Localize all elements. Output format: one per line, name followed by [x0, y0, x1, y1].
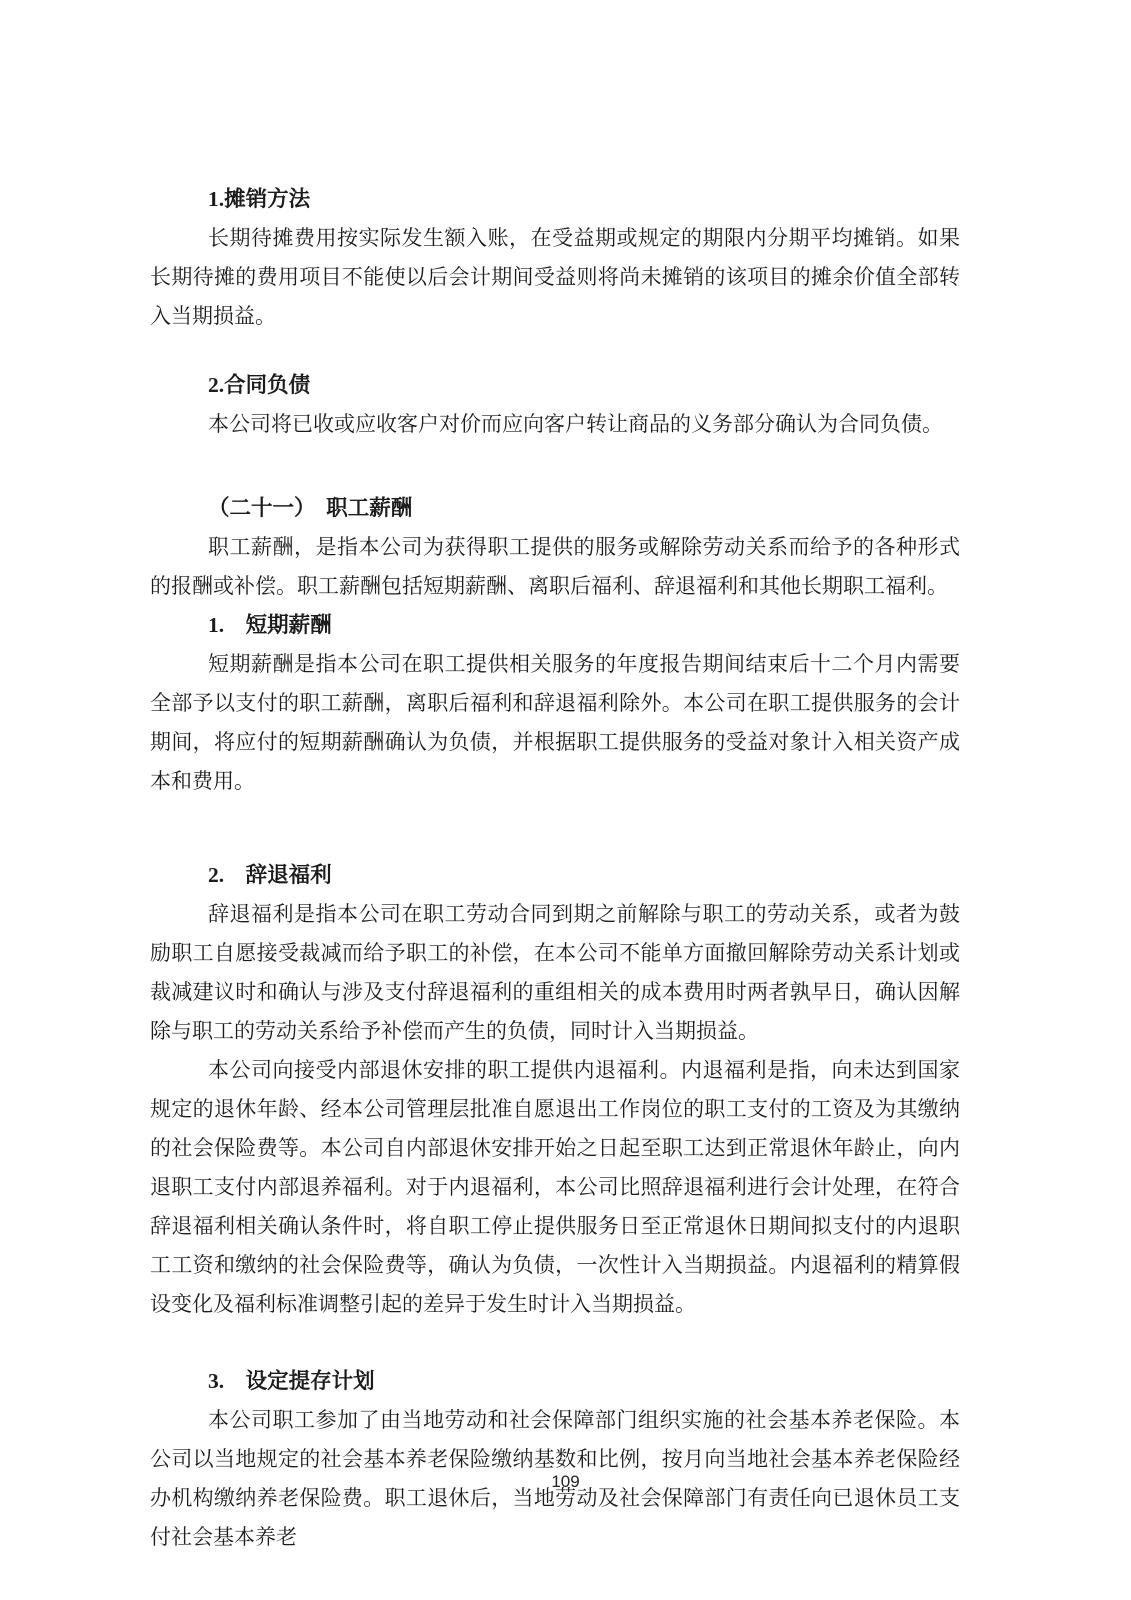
- heading-termination-benefits: 2. 辞退福利: [208, 863, 332, 887]
- para-employee-compensation-intro: 职工薪酬，是指本公司为获得职工提供的服务或解除劳动关系而给予的各种形式的报酬或补偿。职工薪酬包括短期薪酬、离职后福利、辞退福利和其他长期职工福利。: [150, 535, 960, 598]
- para-short-term-compensation: 短期薪酬是指本公司在职工提供相关服务的年度报告期间结束后十二个月内需要全部予以支付的职工薪酬，离职后福利和辞退福利除外。本公司在职工提供服务的会计期间，将应付的短期薪酬确认为负债，并根据职工提供服务的受益对象计入相关资产成本和费用。: [150, 652, 960, 793]
- heading-contract-liability: 2.合同负债: [208, 373, 311, 397]
- para-amortization-method: 长期待摊费用按实际发生额入账，在受益期或规定的期限内分期平均摊销。如果长期待摊的费用项目不能使以后会计期间受益则将尚未摊销的该项目的摊余价值全部转入当期损益。: [150, 226, 960, 328]
- heading-defined-contribution-plan: 3. 设定提存计划: [208, 1369, 375, 1393]
- para-termination-benefits: 辞退福利是指本公司在职工劳动合同到期之前解除与职工的劳动关系，或者为鼓励职工自愿接受裁减而给予职工的补偿，在本公司不能单方面撤回解除劳动关系计划或裁减建议时和确认与涉及支付辞退福利的重组相关的成本费用时两者孰早日，确认因解除与职工的劳动关系给予补偿而产生的负债，同时计入当期损益。: [150, 902, 960, 1043]
- page-number: 109: [551, 1472, 580, 1491]
- para-early-retirement-benefits: 本公司向接受内部退休安排的职工提供内退福利。内退福利是指，向未达到国家规定的退休年龄、经本公司管理层批准自愿退出工作岗位的职工支付的工资及为其缴纳的社会保险费等。本公司自内部退休安排开始之日起至职工达到正常退休年龄止，向内退职工支付内部退养福利。对于内退福利，本公司比照辞退福利进行会计处理，在符合辞退福利相关确认条件时，将自职工停止提供服务日至正常退休日期间拟支付的内退职工工资和缴纳的社会保险费等，确认为负债，一次性计入当期损益。内退福利的精算假设变化及福利标准调整引起的差异于发生时计入当期损益。: [150, 1058, 960, 1316]
- heading-amortization-method: 1.摊销方法: [208, 187, 311, 211]
- heading-short-term-compensation: 1. 短期薪酬: [208, 613, 332, 637]
- heading-employee-compensation: （二十一） 职工薪酬: [208, 496, 413, 520]
- para-defined-contribution-plan: 本公司职工参加了由当地劳动和社会保障部门组织实施的社会基本养老保险。本公司以当地规定的社会基本养老保险缴纳基数和比例，按月向当地社会基本养老保险经办机构缴纳养老保险费。职工退休后，当地劳动及社会保障部门有责任向已退休员工支付社会基本养老: [150, 1408, 960, 1549]
- para-contract-liability: 本公司将已收或应收客户对价而应向客户转让商品的义务部分确认为合同负债。: [208, 412, 943, 436]
